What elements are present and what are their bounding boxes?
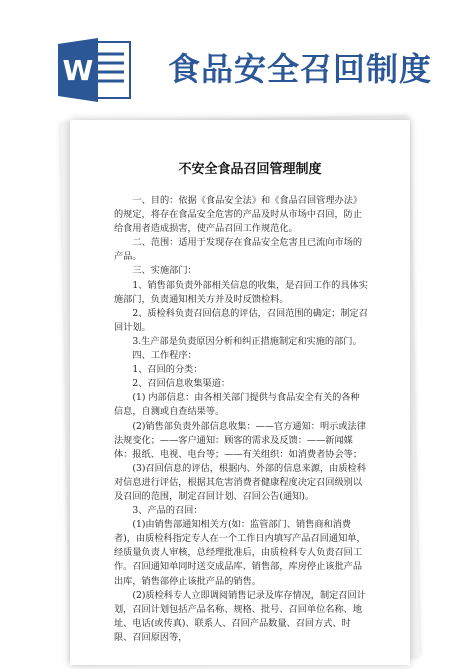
banner-title: 食品安全召回制度 (168, 50, 433, 88)
paragraph: 3.生产部是负责原因分析和纠正措施制定和实施的部门。 (132, 335, 362, 347)
banner (0, 0, 474, 110)
paragraph: (3)召回信息的评估，根据内、外部的信息来源，由质检科对信息进行评估，根据其危害消费者健康程度决定召回级别以及召回的范围，制定召回计划、召回公告(通知)。 (114, 462, 366, 502)
paragraph: 1、销售部负责外部相关信息的收集，是召回工作的具体实施部门，负责通知相关方并及时反馈检料。 (114, 279, 368, 305)
paragraph: 1、召回的分类： (132, 364, 203, 376)
paragraph: 一、目的：依据《食品安全法》和《食品召回管理办法》的规定，将存在食品安全危害的产品及时从市场中召回，防止给食用者造成损害，使产品召回工作规范化。 (114, 195, 363, 235)
paragraph: (2)质检科专人立即调阅销售记录及库存情况，制定召回计划，召回计划包括产品名称、规格、批号、召回单位名称、地址、电话(或传真)、联系人、召回产品数量、召回方式、时限、召回原因等， (114, 589, 366, 643)
word-doc-icon (58, 36, 132, 104)
paragraph: 二、范围：适用于发现存在食品安全危害且已流向市场的产品。 (114, 237, 363, 263)
paragraph: 2、召回信息收集渠道： (132, 378, 231, 390)
paragraph: 2、质检科负责召回信息的评估，召回范围的确定；制定召回计划。 (114, 307, 368, 333)
paragraph: (2)销售部负责外部信息收集：——官方通知：明示或法律法规变化；——客户通知：顾客的需求及反馈：——新闻媒体：报纸、电视、电台等；——有关组织：如消费者协会等； (114, 420, 366, 460)
document-body (114, 194, 368, 645)
document-page (70, 120, 410, 665)
paragraph: 四、工作程序： (132, 350, 197, 362)
paragraph: (1)由销售部通知相关方(如：监管部门、销售商和消费者)，由质检科指定专人在一个工作日内填写产品召回通知单，经质量负责人审核，总经理批准后，由质检科专人负责召回工作。召回通知单同时送交成品库、销售部，库房停止该批产品出库，销售部停止该批产品的销售。 (114, 519, 366, 587)
paragraph: 3、产品的召回： (132, 505, 203, 517)
paragraph: (1) 内部信息：由各相关部门提供与食品安全有关的各种信息，自测或自查结果等。 (114, 392, 360, 418)
paragraph: 三、实施部门： (132, 265, 197, 277)
word-letter: W (62, 54, 94, 87)
document-title: 不安全食品召回管理制度 (178, 162, 322, 177)
